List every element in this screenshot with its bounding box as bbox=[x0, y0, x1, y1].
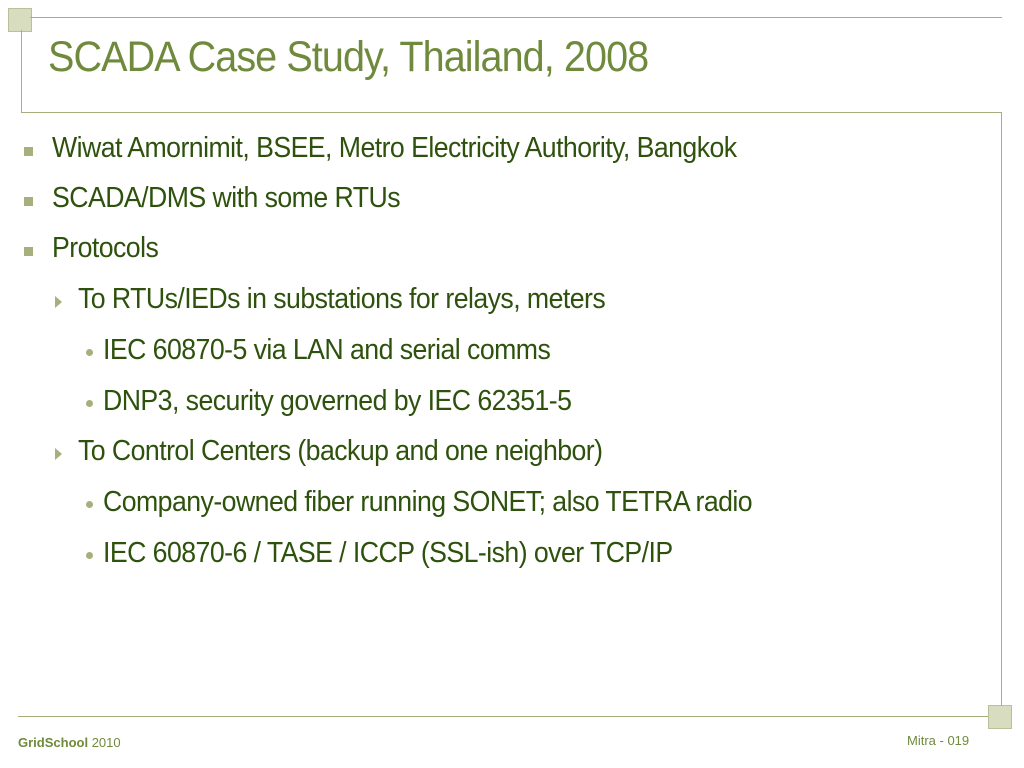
triangle-bullet-icon bbox=[55, 448, 62, 460]
bullet-item: Protocols bbox=[52, 232, 159, 264]
bullet-item: IEC 60870-6 / TASE / ICCP (SSL-ish) over TCP/IP bbox=[103, 537, 673, 569]
footer-page-label: Mitra - 019 bbox=[907, 733, 970, 748]
bullet-item: To Control Centers (backup and one neighbor) bbox=[78, 435, 603, 467]
bullet-item: To RTUs/IEDs in substations for relays, meters bbox=[78, 283, 606, 315]
footer-brand bbox=[18, 735, 121, 750]
dot-bullet-icon bbox=[86, 501, 93, 508]
bullet-item: Wiwat Amornimit, BSEE, Metro Electricity Authority, Bangkok bbox=[52, 132, 737, 164]
bullet-item: IEC 60870-5 via LAN and serial comms bbox=[103, 334, 551, 366]
square-bullet-icon bbox=[24, 147, 33, 156]
square-bullet-icon bbox=[24, 197, 33, 206]
dot-bullet-icon bbox=[86, 400, 93, 407]
slide-title: SCADA Case Study, Thailand, 2008 bbox=[48, 33, 649, 81]
footer-brand-name: GridSchool bbox=[18, 735, 89, 750]
bullet-item: DNP3, security governed by IEC 62351-5 bbox=[103, 385, 572, 417]
triangle-bullet-icon bbox=[55, 296, 62, 308]
dot-bullet-icon bbox=[86, 349, 93, 356]
dot-bullet-icon bbox=[86, 552, 93, 559]
bullet-item: SCADA/DMS with some RTUs bbox=[52, 182, 400, 214]
bullet-item: Company-owned fiber running SONET; also TETRA radio bbox=[103, 486, 753, 518]
footer-year: 2010 bbox=[91, 735, 121, 750]
square-bullet-icon bbox=[24, 247, 33, 256]
